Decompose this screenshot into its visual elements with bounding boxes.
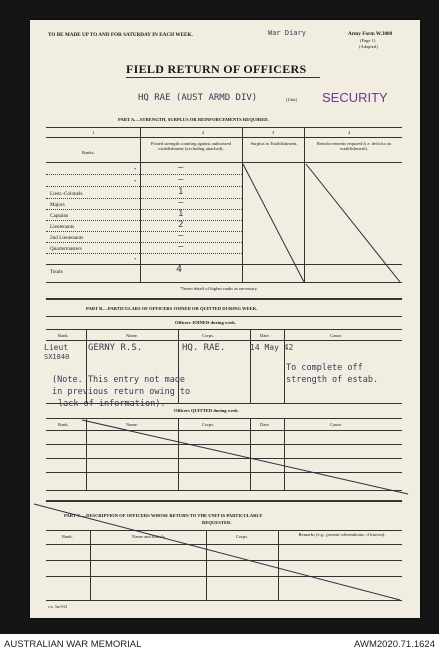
col-number-1: 1 [92,130,95,135]
part-c-heading-line-1: PART C.—DESCRIPTION OF OFFICERS WHOSE RETURN TO THE UNIT IS PARTICULARLY [64,513,263,518]
surplus-header: Surplus to Establishment. [250,141,298,146]
value-2nd-lieutenants: — [178,231,184,241]
value-lieutenants: 2 [178,220,184,230]
joined-rank: Lieut [44,343,69,352]
joined-col-rank: Rank. [58,333,69,338]
rank-quartermasters: Quartermasters [50,246,82,252]
col-number-3: 3 [272,130,275,135]
army-form-number: Army Form W.3008 [348,31,393,37]
joined-cause-line-2: strength of estab. [286,375,379,385]
quitted-heading: Officers QUITTED during week. [174,408,239,413]
adapted-label: (Adapted) [359,44,378,49]
posted-strength-header: Posted strength counting against authorized establishment (excluding attached). [150,141,232,152]
quitted-col-rank: Rank. [58,422,69,427]
rank-lieutenants: Lieutenants [50,224,75,230]
part-c-heading-line-2: REQUESTED. [202,520,232,525]
quitted-col-corps: Corps. [202,422,215,427]
strike-part-c-table [34,504,400,600]
joined-service-number: SX1840 [44,353,70,361]
totals-label: Totals [50,269,63,275]
part-c-col-corps: Corps. [236,534,249,539]
joined-col-corps: Corps. [202,333,215,338]
archive-reference: AWM2020.71.1624 [354,639,435,650]
joined-col-date: Date. [260,333,270,338]
unit-label: (Unit) [286,97,298,102]
value-lieut-colonels: 1 [178,187,184,197]
handwritten-war-diary: War Diary [268,29,306,37]
value-row-higher-2: — [178,175,184,185]
strike-quitted-table [82,420,408,494]
col-number-2: 2 [202,130,205,135]
page-indicator: (Page 1) [360,38,376,43]
value-majors: — [178,198,184,208]
reinforcements-header: Reinforcements required (i.e. deficits on establishment). [316,141,392,152]
joined-col-cause: Cause. [330,333,343,338]
value-quartermasters: — [178,242,184,252]
note-line-3: lack of information). [58,399,166,409]
joined-heading: Officers JOINED during week. [175,320,236,325]
security-stamp: SECURITY [322,90,388,105]
joined-corps: HQ. RAE. [182,343,226,353]
quitted-col-cause: Cause. [330,422,343,427]
joined-date: 14 May 42 [250,343,294,352]
joined-cause-line-1: To complete off [286,363,363,373]
ranks-header: Ranks. [82,150,95,155]
part-a-heading: PART A.—STRENGTH, SURPLUS OR REINFORCEMENTS REQUIRED. [118,117,269,122]
rank-lieut-colonels: Lieut.-Colonels [50,191,83,197]
strike-surplus-column [243,164,304,282]
rank-row-higher-1: * [134,167,137,172]
rank-row-higher-2: * [134,179,137,184]
part-c-col-rank: Rank. [62,534,73,539]
col-number-4: 4 [348,130,351,135]
part-c-col-name: Name and Initials [132,534,165,539]
field-return-form [30,20,420,618]
rank-captains: Captains [50,213,69,219]
part-a-footnote: *Insert detail of higher ranks as necessary. [180,286,258,291]
totals-value: 4 [176,264,183,275]
joined-name: GERNY R.S. [88,343,143,353]
archive-name: AUSTRALIAN WAR MEMORIAL [4,639,142,650]
rank-row-higher-3: * [134,257,137,262]
rank-2nd-lieutenants: 2nd Lieutenants [50,235,84,241]
part-b-heading: PART B.—PARTICULARS OF OFFICERS JOINED OR QUITTED DURING WEEK. [86,306,258,311]
strike-reinforcements-column [306,164,400,282]
joined-col-name: Name. [126,333,139,338]
note-line-1: (Note. This entry not made [52,375,186,385]
cancellation-strokes [30,20,420,618]
rank-majors: Majors [50,202,65,208]
page-title: FIELD RETURN OF OFFICERS [126,62,307,76]
unit-handwritten: HQ RAE (AUST ARMD DIV) [138,93,258,103]
quitted-col-name: Name. [126,422,139,427]
value-row-higher-1: — [178,163,184,173]
quitted-col-date: Date. [260,422,270,427]
archive-footer [0,637,439,653]
value-captains: 1 [178,209,184,219]
instruction-text: TO BE MADE UP TO AND FOR SATURDAY IN EACH WEEK. [48,32,193,38]
part-c-col-remarks: Remarks (e.g., present whereabouts, if known). [298,532,386,537]
print-code: s.w. 5m 9/41 [48,605,68,609]
note-line-2: in previous return owing to [52,387,191,397]
